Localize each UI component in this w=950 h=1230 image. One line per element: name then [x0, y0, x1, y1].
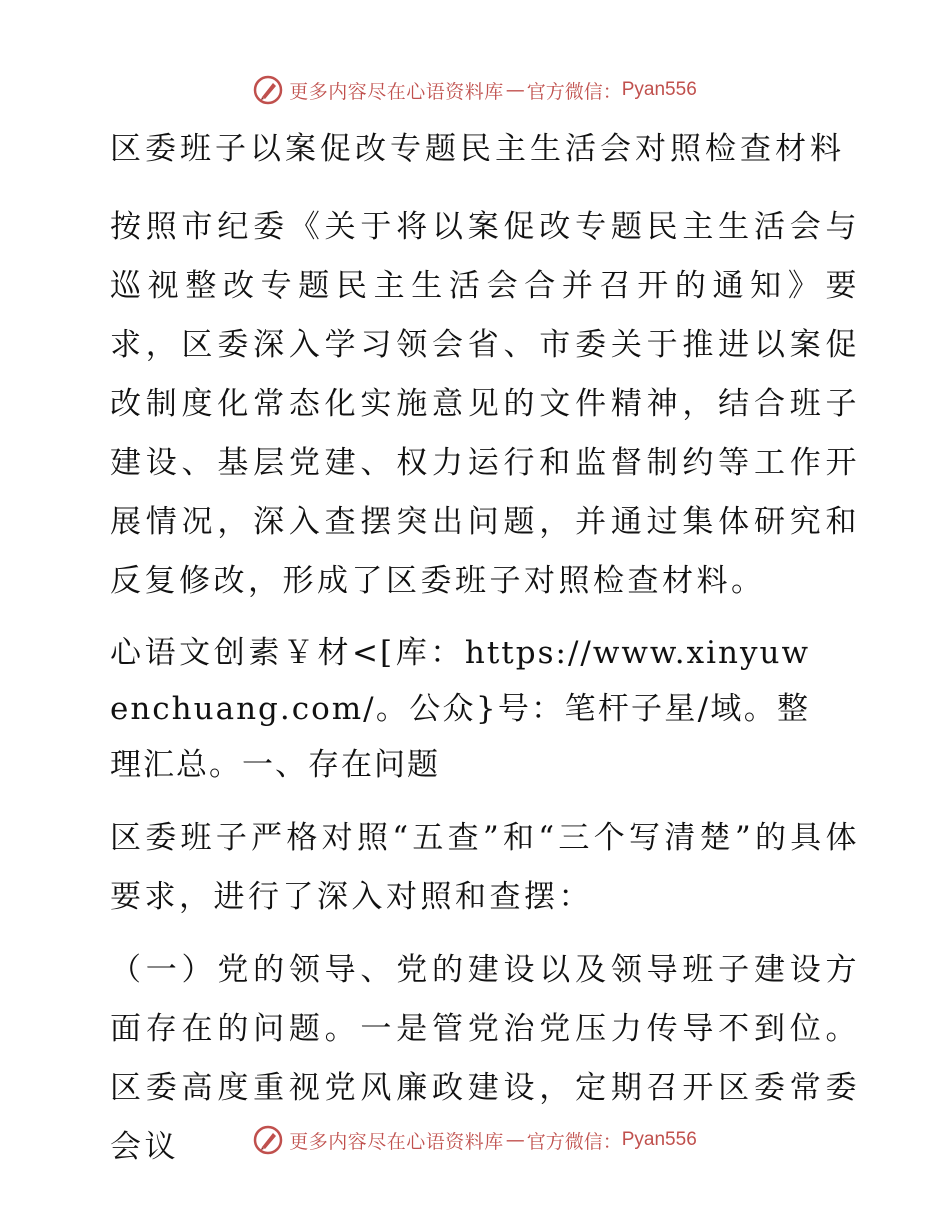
- document-title: 区委班子以案促改专题民主生活会对照检查材料: [110, 131, 845, 167]
- watermark-label: 官方微信：: [526, 1130, 622, 1153]
- document-body: [100, 120, 860, 1191]
- watermark-header: [0, 70, 950, 110]
- watermark-dash: —: [505, 1129, 525, 1151]
- watermark-id: Pyan556: [621, 79, 697, 100]
- paragraph-intro: 按照市纪委《关于将以案促改专题民主生活会与巡视整改专题民主生活会合并召开的通知》要求，区委深入学习领会省、市委关于推进以案促改制度化常态化实施意见的文件精神，结合班子建设、基层党建、权力运行和监督制约等工作开展情况，深入查摆突出问题，并通过集体研究和反复修改，形成了区委班子对照检查材料。: [110, 209, 860, 599]
- paragraph-source: 心语文创素￥材<[库：https://www.xinyuwenchuang.com/。公众}号：笔杆子星/域。整理汇总。一、存在问题: [110, 635, 810, 783]
- pen-logo-icon: [253, 75, 283, 105]
- pen-logo-icon: [253, 1125, 283, 1155]
- paragraph-issue-one: （一）党的领导、党的建设以及领导班子建设方面存在的问题。一是管党治党压力传导不到位。区委高度重视党风廉政建设，定期召开区委常委会议: [110, 952, 860, 1165]
- watermark-id: Pyan556: [621, 1129, 697, 1150]
- paragraph-requirements: 区委班子严格对照“五查”和“三个写清楚”的具体要求，进行了深入对照和查摆：: [110, 820, 860, 915]
- watermark-site-text: 更多内容尽在心语资料库: [289, 80, 504, 103]
- watermark-footer: [0, 1120, 950, 1160]
- watermark-site-text: 更多内容尽在心语资料库: [289, 1130, 504, 1153]
- watermark-dash: —: [505, 79, 525, 101]
- watermark-label: 官方微信：: [526, 80, 622, 103]
